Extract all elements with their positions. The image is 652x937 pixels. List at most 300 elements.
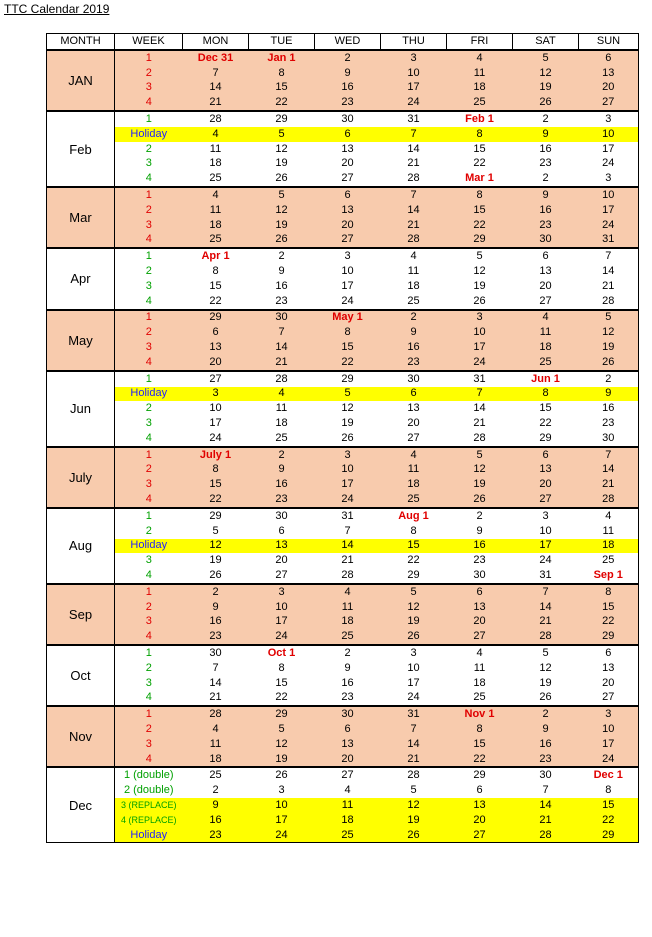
week-row — [47, 553, 639, 568]
day-cell-fri: 27 — [447, 828, 513, 843]
day-cell-tue: 18 — [275, 417, 288, 430]
day-cell-mon: 8 — [212, 265, 219, 278]
week-label: 3 — [115, 553, 183, 568]
day-cell-wed: 3 — [315, 447, 381, 463]
day-cell-sun: 16 — [579, 401, 639, 416]
day-cell-sun: 11 — [579, 524, 639, 539]
day-cell-wed: 24 — [341, 294, 354, 307]
day-cell-mon: 26 — [209, 568, 222, 581]
day-cell-mon: 3 — [183, 387, 249, 402]
day-cell-mon: 16 — [183, 614, 249, 629]
week-label: 1 — [115, 187, 183, 203]
day-cell-tue: 5 — [249, 127, 315, 142]
day-cell-tue: 12 — [249, 203, 315, 218]
day-cell-sun: 3 — [579, 171, 639, 187]
day-cell-wed: 9 — [344, 661, 351, 674]
day-cell-fri: 11 — [447, 66, 513, 81]
week-label: 3 — [115, 157, 183, 172]
day-cell-sat: 24 — [539, 554, 552, 567]
day-cell-fri: 19 — [447, 477, 513, 492]
day-cell-sun: 4 — [579, 508, 639, 524]
week-label: 2 — [115, 524, 183, 539]
day-cell-tue: 16 — [275, 279, 288, 292]
day-cell-thu: 21 — [381, 752, 447, 768]
day-cell-sun: 10 — [579, 187, 639, 203]
day-cell-tue: 9 — [249, 463, 315, 478]
day-cell-tue: 13 — [249, 539, 315, 554]
week-row — [47, 325, 639, 340]
day-cell-mon: Dec 31 — [183, 50, 249, 66]
day-cell-wed: 29 — [315, 371, 381, 387]
week-label: 2 — [115, 142, 183, 157]
day-cell-tue: 23 — [275, 294, 288, 307]
week-row — [47, 401, 639, 416]
week-label: Holiday — [115, 127, 183, 142]
day-cell-sun: 19 — [579, 340, 639, 355]
day-cell-sun: 6 — [579, 645, 639, 661]
header-thu: THU — [381, 34, 447, 51]
week-row — [47, 737, 639, 752]
week-row — [47, 95, 639, 111]
day-cell-tue: 30 — [249, 310, 315, 326]
week-row — [47, 690, 639, 706]
day-cell-sun: 12 — [579, 325, 639, 340]
day-cell-wed: 8 — [315, 325, 381, 340]
week-label: 3 — [115, 81, 183, 96]
day-cell-mon: 29 — [183, 508, 249, 524]
day-cell-tue: 4 — [249, 387, 315, 402]
day-cell-wed: 22 — [315, 355, 381, 371]
day-cell-thu: 7 — [381, 187, 447, 203]
day-cell-sat: 29 — [539, 431, 552, 444]
day-cell-fri: 13 — [447, 798, 513, 813]
month-label: Nov — [47, 706, 115, 767]
day-cell-thu: 27 — [407, 431, 420, 444]
day-cell-fri: 6 — [476, 784, 483, 797]
day-cell-sat: 30 — [513, 233, 579, 249]
day-cell-sat: 26 — [539, 691, 552, 704]
day-cell-thu: 14 — [381, 737, 447, 752]
day-cell-sat: 4 — [513, 310, 579, 326]
day-cell-mon: 8 — [183, 463, 249, 478]
week-row — [47, 279, 639, 294]
week-row — [47, 142, 639, 157]
week-label: 4 — [115, 492, 183, 508]
day-cell-fri: 29 — [447, 767, 513, 783]
day-cell-sun: 20 — [579, 81, 639, 96]
day-cell-mon: 25 — [183, 233, 249, 249]
week-row — [47, 294, 639, 310]
week-label: 4 — [115, 431, 183, 447]
week-label: 1 — [115, 584, 183, 600]
day-cell-thu: 4 — [381, 248, 447, 264]
day-cell-thu: 19 — [381, 813, 447, 828]
day-cell-fri: 18 — [447, 81, 513, 96]
week-label: 1 — [115, 248, 183, 264]
day-cell-mon: 21 — [209, 691, 222, 704]
week-row — [47, 416, 639, 431]
week-row — [47, 431, 639, 447]
day-cell-fri: 19 — [473, 279, 486, 292]
day-cell-mon: 5 — [212, 524, 219, 537]
day-cell-fri: 30 — [473, 568, 486, 581]
day-cell-sat: 6 — [513, 447, 579, 463]
day-cell-wed: 20 — [341, 157, 354, 170]
day-cell-thu: 6 — [381, 387, 447, 402]
day-cell-thu: 15 — [381, 539, 447, 554]
day-cell-wed: 13 — [315, 737, 381, 752]
day-cell-wed: 7 — [344, 524, 351, 537]
header-mon: MON — [183, 34, 249, 51]
day-cell-mon: 4 — [183, 127, 249, 142]
day-cell-sat: Jun 1 — [513, 371, 579, 387]
day-cell-sat: 21 — [513, 813, 579, 828]
day-cell-wed: 19 — [341, 417, 354, 430]
day-cell-tue: 8 — [249, 66, 315, 81]
day-cell-thu: 22 — [407, 554, 420, 567]
day-cell-mon: 11 — [209, 142, 222, 155]
day-cell-thu: 5 — [410, 784, 417, 797]
day-cell-sun: 5 — [579, 310, 639, 326]
day-cell-wed: 5 — [315, 387, 381, 402]
day-cell-sun: 26 — [579, 355, 639, 371]
week-label: Holiday — [115, 387, 183, 402]
week-row — [47, 568, 639, 584]
day-cell-wed: 17 — [341, 279, 354, 292]
day-cell-mon: 18 — [183, 218, 249, 233]
day-cell-mon: 2 — [183, 584, 249, 600]
day-cell-sat: 9 — [513, 187, 579, 203]
day-cell-sun: 31 — [579, 233, 639, 249]
week-label: 3 (REPLACE) — [115, 798, 183, 813]
day-cell-sat: 28 — [513, 828, 579, 843]
day-cell-sun: 13 — [579, 661, 639, 676]
day-cell-sun: 27 — [579, 690, 639, 706]
day-cell-tue: 15 — [249, 81, 315, 96]
day-cell-sun: 18 — [579, 539, 639, 554]
day-cell-mon: 22 — [183, 492, 249, 508]
day-cell-tue: 29 — [249, 706, 315, 722]
day-cell-tue: 23 — [249, 492, 315, 508]
day-cell-thu: 23 — [381, 355, 447, 371]
day-cell-wed: 16 — [315, 81, 381, 96]
week-label: 2 — [115, 463, 183, 478]
day-cell-mon: 6 — [183, 325, 249, 340]
week-label: 2 — [115, 203, 183, 218]
day-cell-sat: 6 — [513, 248, 579, 264]
day-cell-sat: 14 — [513, 600, 579, 615]
week-label: 3 — [115, 340, 183, 355]
day-cell-sat: 19 — [539, 676, 552, 689]
day-cell-tue: 8 — [278, 661, 285, 674]
month-label: Sep — [47, 584, 115, 645]
day-cell-fri: 20 — [447, 614, 513, 629]
day-cell-wed: 30 — [315, 706, 381, 722]
day-cell-fri: 25 — [473, 691, 486, 704]
week-label: 1 — [115, 310, 183, 326]
day-cell-thu: 31 — [381, 111, 447, 127]
day-cell-mon: 15 — [209, 279, 222, 292]
week-row — [47, 584, 639, 600]
day-cell-thu: 10 — [407, 661, 420, 674]
day-cell-mon: 30 — [183, 645, 249, 661]
day-cell-sat: 10 — [539, 524, 552, 537]
week-row — [47, 706, 639, 722]
day-cell-wed: 30 — [315, 111, 381, 127]
week-label: Holiday — [115, 828, 183, 843]
day-cell-wed: 2 — [315, 645, 381, 661]
week-label: 1 — [115, 645, 183, 661]
day-cell-sun: 14 — [579, 463, 639, 478]
day-cell-fri: Nov 1 — [447, 706, 513, 722]
day-cell-thu: 21 — [381, 218, 447, 233]
day-cell-wed: 24 — [315, 492, 381, 508]
week-label: 3 — [115, 218, 183, 233]
week-label: 4 (REPLACE) — [115, 813, 183, 828]
month-label: May — [47, 310, 115, 371]
day-cell-sat: 27 — [513, 492, 579, 508]
day-cell-fri: 20 — [447, 813, 513, 828]
day-cell-wed: 3 — [315, 248, 381, 264]
day-cell-fri: 14 — [473, 402, 486, 415]
week-row — [47, 524, 639, 539]
day-cell-sun: 7 — [579, 248, 639, 264]
day-cell-fri: 8 — [447, 722, 513, 737]
day-cell-tue: 29 — [249, 111, 315, 127]
day-cell-tue: 20 — [275, 554, 288, 567]
day-cell-tue: 17 — [249, 813, 315, 828]
week-label: 2 — [115, 264, 183, 279]
day-cell-mon: 25 — [183, 767, 249, 783]
day-cell-wed: 18 — [315, 614, 381, 629]
day-cell-wed: 27 — [315, 233, 381, 249]
day-cell-sat: 30 — [513, 767, 579, 783]
header-month: MONTH — [47, 34, 115, 51]
week-label: 3 — [115, 737, 183, 752]
week-row — [47, 798, 639, 813]
month-label: Jun — [47, 371, 115, 447]
week-row — [47, 171, 639, 187]
week-label: 2 — [115, 66, 183, 81]
day-cell-thu: 29 — [407, 568, 420, 581]
day-cell-sat: 5 — [513, 645, 579, 661]
day-cell-sat: 2 — [542, 172, 549, 185]
day-cell-tue: 5 — [249, 187, 315, 203]
week-row — [47, 629, 639, 645]
day-cell-fri: 15 — [447, 737, 513, 752]
day-cell-mon: July 1 — [183, 447, 249, 463]
day-cell-fri: 29 — [447, 233, 513, 249]
day-cell-sat: 15 — [539, 402, 552, 415]
header-sun: SUN — [579, 34, 639, 51]
day-cell-tue: 15 — [275, 676, 288, 689]
week-label: 4 — [115, 752, 183, 768]
day-cell-mon: 22 — [209, 294, 222, 307]
day-cell-tue: 17 — [249, 614, 315, 629]
week-row — [47, 508, 639, 524]
week-label: 4 — [115, 690, 183, 706]
day-cell-fri: 21 — [473, 417, 486, 430]
day-cell-thu: 5 — [381, 584, 447, 600]
week-row — [47, 600, 639, 615]
day-cell-sun: 21 — [579, 477, 639, 492]
week-row — [47, 722, 639, 737]
day-cell-wed: 26 — [341, 431, 354, 444]
day-cell-tue: 26 — [275, 172, 288, 185]
day-cell-sat: 13 — [539, 265, 552, 278]
day-cell-mon: 10 — [209, 402, 222, 415]
day-cell-fri: 3 — [447, 310, 513, 326]
day-cell-mon: 11 — [183, 737, 249, 752]
day-cell-sun: 10 — [579, 722, 639, 737]
day-cell-sun: 21 — [579, 279, 639, 294]
day-cell-wed: 13 — [341, 142, 354, 155]
day-cell-sat: 2 — [513, 706, 579, 722]
header-tue: TUE — [249, 34, 315, 51]
day-cell-wed: 12 — [341, 402, 354, 415]
day-cell-mon: 24 — [209, 431, 222, 444]
day-cell-sun: 17 — [579, 142, 639, 157]
month-label: Dec — [47, 767, 115, 842]
day-cell-tue: 12 — [249, 737, 315, 752]
day-cell-thu: 13 — [407, 402, 420, 415]
day-cell-mon: 29 — [183, 310, 249, 326]
day-cell-mon: 17 — [209, 417, 222, 430]
day-cell-sun: 13 — [579, 66, 639, 81]
week-label: 4 — [115, 171, 183, 187]
day-cell-sun: 14 — [579, 264, 639, 279]
day-cell-sun: 3 — [579, 706, 639, 722]
day-cell-tue: 22 — [249, 95, 315, 111]
day-cell-fri: 8 — [447, 127, 513, 142]
day-cell-fri: 27 — [447, 629, 513, 645]
day-cell-sun: Sep 1 — [579, 568, 639, 584]
week-label: 4 — [115, 294, 183, 310]
day-cell-tue: 2 — [249, 447, 315, 463]
day-cell-mon: 21 — [183, 95, 249, 111]
day-cell-fri: 16 — [447, 539, 513, 554]
day-cell-sun: 3 — [579, 111, 639, 127]
day-cell-sat: 20 — [539, 279, 552, 292]
header-week: WEEK — [115, 34, 183, 51]
day-cell-mon: 28 — [183, 706, 249, 722]
day-cell-mon: 13 — [183, 340, 249, 355]
day-cell-wed: 27 — [341, 172, 354, 185]
day-cell-fri: 13 — [447, 600, 513, 615]
week-label: 2 — [115, 661, 183, 676]
day-cell-thu: 25 — [407, 294, 420, 307]
day-cell-wed: May 1 — [315, 310, 381, 326]
week-row — [47, 447, 639, 463]
day-cell-thu: Aug 1 — [381, 508, 447, 524]
day-cell-fri: 6 — [447, 584, 513, 600]
day-cell-wed: 11 — [315, 798, 381, 813]
day-cell-thu: 30 — [381, 371, 447, 387]
day-cell-thu: 31 — [381, 706, 447, 722]
day-cell-fri: 31 — [447, 371, 513, 387]
day-cell-sat: 28 — [513, 629, 579, 645]
week-row — [47, 492, 639, 508]
day-cell-thu: 18 — [407, 279, 420, 292]
day-cell-wed: 4 — [344, 784, 351, 797]
day-cell-thu: 18 — [381, 477, 447, 492]
week-row — [47, 828, 639, 843]
day-cell-sun: 24 — [579, 157, 639, 172]
week-row — [47, 661, 639, 676]
day-cell-wed: 15 — [315, 340, 381, 355]
day-cell-sat: 2 — [513, 111, 579, 127]
day-cell-thu: 3 — [381, 50, 447, 66]
day-cell-sat: 8 — [513, 387, 579, 402]
week-row — [47, 387, 639, 402]
day-cell-wed: 4 — [315, 584, 381, 600]
day-cell-mon: 25 — [209, 172, 222, 185]
day-cell-fri: 8 — [447, 187, 513, 203]
day-cell-sun: 8 — [579, 584, 639, 600]
day-cell-mon: 11 — [183, 203, 249, 218]
day-cell-sat: 16 — [539, 142, 552, 155]
week-row — [47, 477, 639, 492]
week-label: Holiday — [115, 539, 183, 554]
day-cell-sat: 14 — [513, 798, 579, 813]
day-cell-sat: 11 — [513, 325, 579, 340]
day-cell-fri: 7 — [447, 387, 513, 402]
day-cell-sun: 29 — [579, 629, 639, 645]
day-cell-mon: 9 — [183, 600, 249, 615]
day-cell-sat: 9 — [513, 127, 579, 142]
day-cell-wed: 28 — [341, 568, 354, 581]
week-row — [47, 355, 639, 371]
week-row — [47, 157, 639, 172]
day-cell-thu: 3 — [381, 645, 447, 661]
week-label: 4 — [115, 355, 183, 371]
day-cell-thu: 12 — [381, 798, 447, 813]
day-cell-sun: Dec 1 — [579, 767, 639, 783]
day-cell-fri: 22 — [473, 157, 486, 170]
day-cell-mon: 23 — [183, 629, 249, 645]
day-cell-sat: 12 — [513, 66, 579, 81]
day-cell-sun: 10 — [579, 127, 639, 142]
day-cell-thu: 11 — [381, 463, 447, 478]
day-cell-sun: 8 — [579, 783, 639, 798]
day-cell-tue: 25 — [275, 431, 288, 444]
day-cell-sun: 22 — [579, 614, 639, 629]
month-label: JAN — [47, 50, 115, 111]
day-cell-wed: 9 — [315, 66, 381, 81]
day-cell-wed: 2 — [315, 50, 381, 66]
week-label: 3 — [115, 279, 183, 294]
day-cell-mon: 28 — [183, 111, 249, 127]
day-cell-tue: 24 — [249, 629, 315, 645]
week-row — [47, 371, 639, 387]
day-cell-sun: 23 — [579, 416, 639, 431]
week-label: 4 — [115, 629, 183, 645]
day-cell-wed: 17 — [315, 477, 381, 492]
day-cell-sun: 28 — [579, 294, 639, 310]
day-cell-sun: 28 — [579, 492, 639, 508]
day-cell-fri: Feb 1 — [447, 111, 513, 127]
day-cell-thu: 19 — [381, 614, 447, 629]
week-row — [47, 813, 639, 828]
day-cell-thu: 9 — [381, 325, 447, 340]
day-cell-tue: 22 — [275, 691, 288, 704]
day-cell-mon: 7 — [212, 661, 219, 674]
day-cell-wed: 20 — [315, 218, 381, 233]
week-row — [47, 614, 639, 629]
day-cell-wed: 6 — [315, 187, 381, 203]
day-cell-mon: 23 — [183, 828, 249, 843]
week-label: 1 — [115, 111, 183, 127]
